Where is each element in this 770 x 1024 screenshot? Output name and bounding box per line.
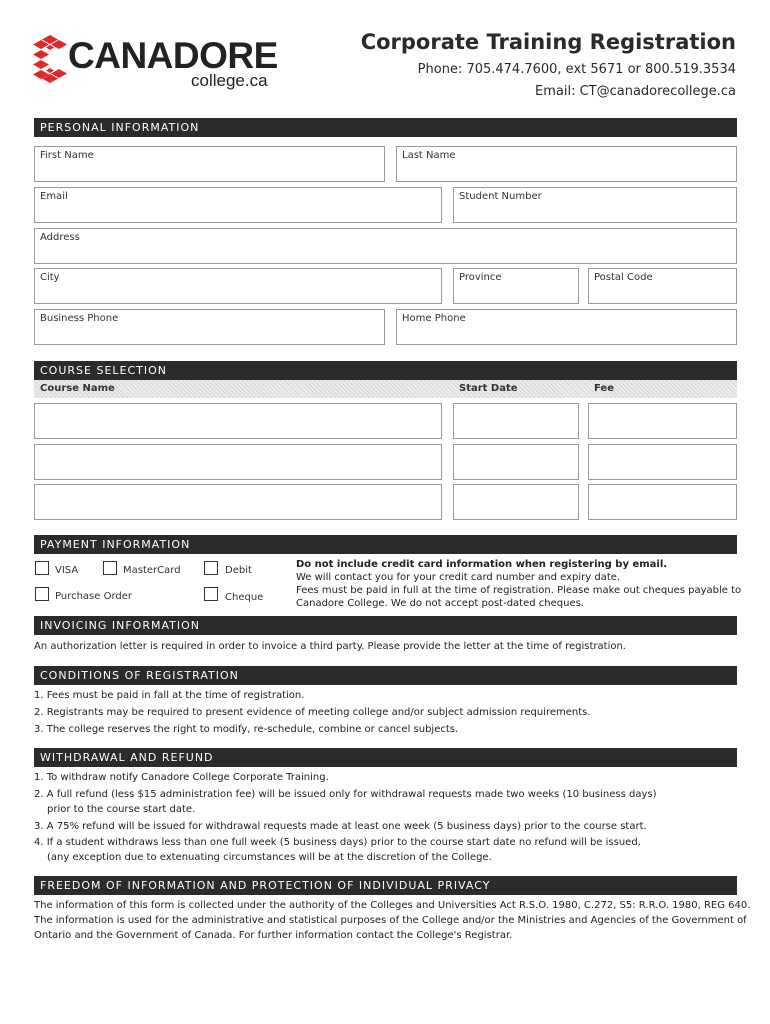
withdrawal-item-3: 3. A 75% refund will be issued for withdrawal requests made at least one week (5 business days) prior to the course start. bbox=[34, 821, 647, 832]
condition-item-2: 2. Registrants may be required to present evidence of meeting college and/or subject admission requirements. bbox=[34, 707, 591, 718]
section-freedom-of-information: FREEDOM OF INFORMATION AND PROTECTION OF INDIVIDUAL PRIVACY bbox=[34, 876, 737, 895]
fee-input-2[interactable] bbox=[588, 444, 737, 480]
mastercard-checkbox[interactable] bbox=[103, 561, 117, 575]
section-invoicing-information: INVOICING INFORMATION bbox=[34, 616, 737, 635]
withdrawal-item-1: 1. To withdraw notify Canadore College Corporate Training. bbox=[34, 772, 329, 783]
first-name-field[interactable] bbox=[34, 146, 385, 182]
purchase-order-checkbox[interactable] bbox=[35, 587, 49, 601]
course-table-header bbox=[34, 380, 737, 398]
start-date-input-2[interactable] bbox=[453, 444, 579, 480]
purchase-order-label: Purchase Order bbox=[55, 591, 133, 602]
start-date-input-1[interactable] bbox=[453, 403, 579, 439]
debit-label: Debit bbox=[225, 565, 252, 576]
form-title: Corporate Training Registration bbox=[360, 30, 736, 54]
col-start-date: Start Date bbox=[459, 383, 518, 394]
city-field[interactable] bbox=[34, 268, 442, 304]
address-label: Address bbox=[40, 232, 80, 243]
mastercard-label: MasterCard bbox=[123, 565, 181, 576]
course-name-input-1[interactable] bbox=[34, 403, 442, 439]
email-field[interactable] bbox=[34, 187, 442, 223]
logo-domain: college.ca bbox=[191, 71, 268, 90]
payment-note-2: Fees must be paid in full at the time of registration. Please make out cheques payable to bbox=[296, 585, 742, 596]
section-withdrawal-and-refund: WITHDRAWAL AND REFUND bbox=[34, 748, 737, 767]
first-name-label: First Name bbox=[40, 150, 94, 161]
section-conditions-of-registration: CONDITIONS OF REGISTRATION bbox=[34, 666, 737, 685]
payment-note-3: Canadore College. We do not accept post-dated cheques. bbox=[296, 598, 584, 609]
privacy-line-3: Ontario and the Government of Canada. For further information contact the College's Registrar. bbox=[34, 930, 513, 941]
contact-email: Email: CT@canadorecollege.ca bbox=[535, 84, 736, 99]
condition-item-1: 1. Fees must be paid in fall at the time of registration. bbox=[34, 690, 305, 701]
withdrawal-item-2-cont: prior to the course start date. bbox=[47, 804, 196, 815]
student-number-field[interactable] bbox=[453, 187, 737, 223]
invoicing-text: An authorization letter is required in order to invoice a third party. Please provide the letter at the time of registration. bbox=[34, 641, 626, 652]
business-phone-field[interactable] bbox=[34, 309, 385, 345]
last-name-label: Last Name bbox=[402, 150, 456, 161]
home-phone-field[interactable] bbox=[396, 309, 737, 345]
business-phone-label: Business Phone bbox=[40, 313, 119, 324]
visa-label: VISA bbox=[55, 565, 79, 576]
visa-checkbox[interactable] bbox=[35, 561, 49, 575]
start-date-input-3[interactable] bbox=[453, 484, 579, 520]
condition-item-3: 3. The college reserves the right to modify, re-schedule, combine or cancel subjects. bbox=[34, 724, 459, 735]
withdrawal-item-4-cont: (any exception due to extenuating circumstances will be at the discretion of the College. bbox=[47, 852, 492, 863]
contact-phone: Phone: 705.474.7600, ext 5671 or 800.519.3534 bbox=[417, 62, 736, 77]
city-label: City bbox=[40, 272, 60, 283]
province-label: Province bbox=[459, 272, 502, 283]
logo-wordmark: CANADORE bbox=[68, 35, 278, 76]
fee-input-3[interactable] bbox=[588, 484, 737, 520]
payment-warning: Do not include credit card information when registering by email. bbox=[296, 559, 668, 570]
last-name-field[interactable] bbox=[396, 146, 737, 182]
cheque-label: Cheque bbox=[225, 592, 264, 603]
privacy-line-1: The information of this form is collected under the authority of the Colleges and Universities Act R.S.O. 1980, C.272, S5: R.R.O. 1980, REG 640. bbox=[34, 900, 751, 911]
privacy-line-2: The information is used for the administrative and statistical purposes of the College and/or the Ministries and Agencies of the Government of bbox=[34, 915, 747, 926]
withdrawal-item-2: 2. A full refund (less $15 administration fee) will be issued only for withdrawal requests made two weeks (10 business days) bbox=[34, 789, 657, 800]
payment-note-1: We will contact you for your credit card number and expiry date. bbox=[296, 572, 621, 583]
section-course-selection: COURSE SELECTION bbox=[34, 361, 737, 380]
fee-input-1[interactable] bbox=[588, 403, 737, 439]
home-phone-label: Home Phone bbox=[402, 313, 466, 324]
postal-code-label: Postal Code bbox=[594, 272, 653, 283]
cheque-checkbox[interactable] bbox=[204, 587, 218, 601]
canadore-logo-mark bbox=[33, 35, 67, 83]
postal-code-field[interactable] bbox=[588, 268, 737, 304]
address-field[interactable] bbox=[34, 228, 737, 264]
withdrawal-item-4: 4. If a student withdraws less than one full week (5 business days) prior to the course start date no refund will be issued, bbox=[34, 837, 641, 848]
student-number-label: Student Number bbox=[459, 191, 542, 202]
debit-checkbox[interactable] bbox=[204, 561, 218, 575]
col-course-name: Course Name bbox=[40, 383, 115, 394]
email-label: Email bbox=[40, 191, 68, 202]
section-personal-information: PERSONAL INFORMATION bbox=[34, 118, 737, 137]
course-name-input-2[interactable] bbox=[34, 444, 442, 480]
course-name-input-3[interactable] bbox=[34, 484, 442, 520]
col-fee: Fee bbox=[594, 383, 614, 394]
province-field[interactable] bbox=[453, 268, 579, 304]
section-payment-information: PAYMENT INFORMATION bbox=[34, 535, 737, 554]
